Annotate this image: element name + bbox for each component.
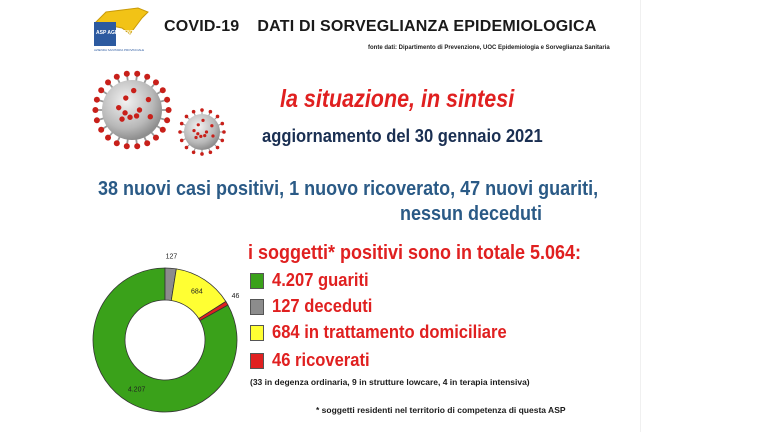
label-ricoverati: 46 bbox=[231, 293, 240, 301]
legend-item-ricoverati bbox=[250, 350, 378, 371]
update-date: aggiornamento del 30 gennaio 2021 bbox=[262, 126, 543, 146]
coronavirus-illustration bbox=[90, 62, 240, 162]
legend-swatch-deceduti bbox=[250, 299, 264, 315]
daily-summary-line2: nessun deceduti bbox=[400, 203, 543, 225]
legend-label-ricoverati: 46 ricoverati bbox=[272, 350, 370, 370]
legend-label-guariti: 4.207 guariti bbox=[272, 270, 369, 290]
virus-small-icon bbox=[178, 108, 226, 156]
legend-swatch-ricoverati bbox=[250, 353, 264, 369]
title-covid: COVID-19 bbox=[164, 18, 240, 35]
daily-summary-line1: 38 nuovi casi positivi, 1 nuovo ricoverato, 47 nuovi guariti, bbox=[98, 178, 599, 200]
legend-swatch-guariti bbox=[250, 273, 264, 289]
legend-item-deceduti bbox=[250, 296, 381, 317]
total-positive: i soggetti* positivi sono in totale 5.064: bbox=[248, 242, 582, 264]
subtitle: la situazione, in sintesi bbox=[280, 85, 515, 113]
label-domiciliare: 684 bbox=[191, 288, 203, 296]
legend-item-domiciliare bbox=[250, 322, 527, 343]
page-title bbox=[164, 18, 597, 36]
legend-label-deceduti: 127 deceduti bbox=[272, 296, 373, 316]
legend-swatch-domiciliare bbox=[250, 325, 264, 341]
donut-chart bbox=[90, 222, 240, 418]
legend-item-guariti bbox=[250, 270, 377, 291]
virus-large-icon bbox=[92, 71, 171, 149]
legend-label-domiciliare: 684 in trattamento domiciliare bbox=[272, 322, 507, 342]
label-deceduti: 127 bbox=[165, 253, 178, 261]
logo-subtext: AZIENDA SANITARIA PROVINCIALE bbox=[94, 48, 145, 52]
logo-text: ASP AGRIGENTO bbox=[96, 30, 138, 36]
right-edge-divider bbox=[640, 0, 641, 432]
asp-logo bbox=[92, 4, 152, 54]
data-source: fonte dati: Dipartimento di Prevenzione, UOC Epidemiologia e Sorveglianza Sanitaria bbox=[368, 45, 610, 51]
label-guariti: 4.207 bbox=[127, 386, 146, 394]
footnote: * soggetti residenti nel territorio di competenza di questa ASP bbox=[316, 405, 566, 415]
title-main: DATI DI SORVEGLIANZA EPIDEMIOLOGICA bbox=[257, 18, 597, 35]
hospital-breakdown-note: (33 in degenza ordinaria, 9 in strutture lowcare, 4 in terapia intensiva) bbox=[250, 377, 530, 387]
